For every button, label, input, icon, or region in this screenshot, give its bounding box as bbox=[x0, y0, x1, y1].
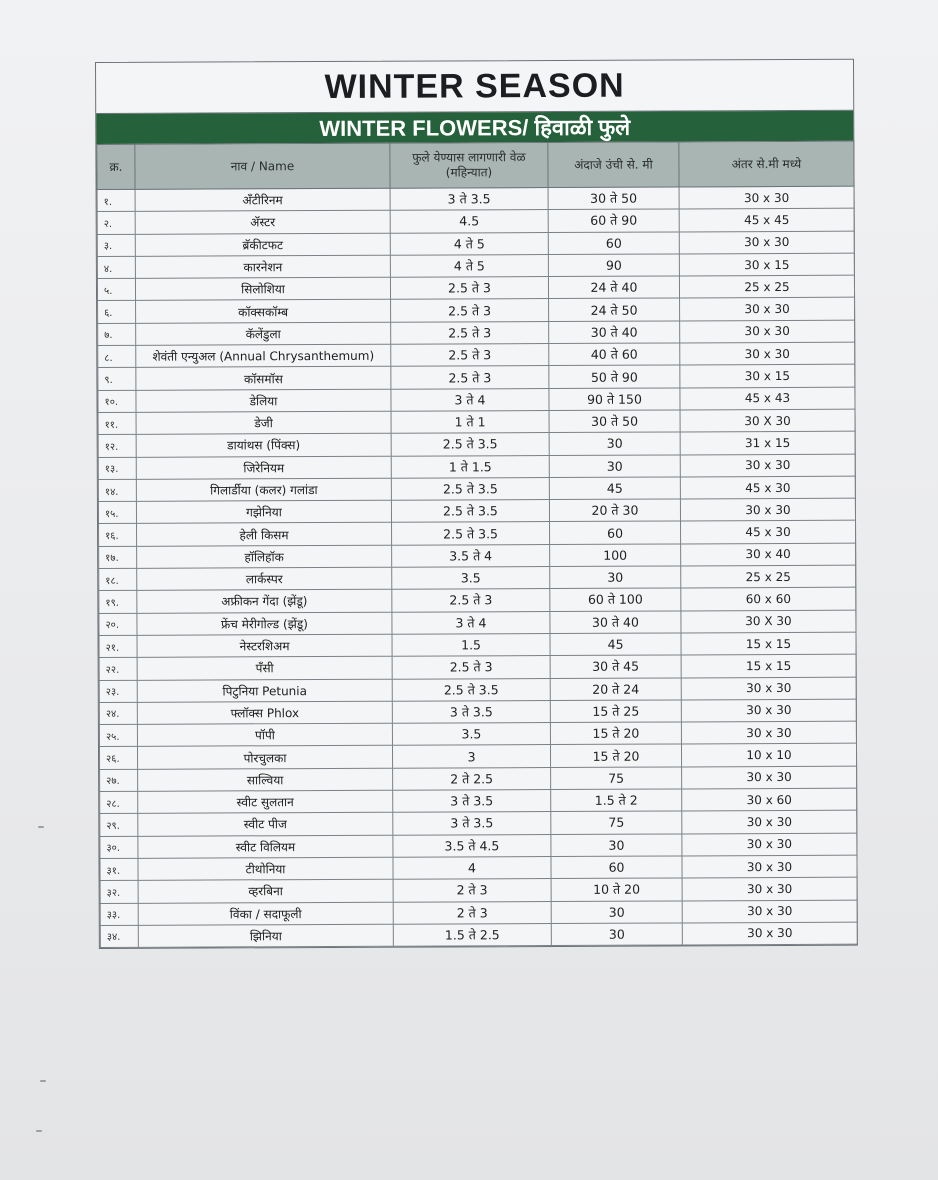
cell-height: 45 bbox=[549, 477, 680, 500]
table-row bbox=[97, 253, 854, 279]
table-row bbox=[99, 632, 856, 658]
cell-spacing: 30 x 30 bbox=[682, 810, 857, 833]
cell-sr: २८. bbox=[100, 791, 138, 813]
cell-name: शेवंती एन्युअल (Annual Chrysanthemum) bbox=[136, 344, 391, 367]
table-row bbox=[99, 699, 856, 725]
cell-spacing: 30 X 30 bbox=[680, 409, 855, 432]
cell-name: साल्विया bbox=[138, 768, 393, 791]
cell-height: 15 ते 20 bbox=[550, 722, 681, 745]
table-row bbox=[100, 855, 857, 881]
cell-name: विंका / सदाफूली bbox=[138, 902, 393, 925]
cell-height: 30 bbox=[551, 900, 682, 923]
table-row bbox=[100, 766, 857, 792]
cell-name: पोरचुलका bbox=[137, 746, 392, 769]
cell-spacing: 45 x 45 bbox=[679, 208, 854, 231]
cell-height: 15 ते 20 bbox=[550, 744, 681, 767]
cell-name: पॅंसी bbox=[137, 656, 392, 679]
cell-sr: १९. bbox=[99, 591, 137, 613]
cell-name: कॉसमॉस bbox=[136, 367, 391, 390]
cell-name: हेली किसम bbox=[137, 523, 392, 546]
cell-sr: १७. bbox=[99, 546, 137, 568]
cell-months: 3 ते 3.5 bbox=[390, 188, 548, 211]
cell-spacing: 30 x 30 bbox=[679, 231, 854, 254]
cell-name: डायांथस (पिंक्स) bbox=[136, 433, 391, 456]
cell-sr: २४. bbox=[99, 702, 137, 724]
cell-name: नेस्टरशिअम bbox=[137, 634, 392, 657]
table-row bbox=[98, 498, 855, 524]
cell-height: 1.5 ते 2 bbox=[551, 789, 682, 812]
cell-spacing: 30 x 30 bbox=[682, 766, 857, 789]
header-spacing: अंतर से.मी मध्ये bbox=[679, 141, 854, 187]
cell-spacing: 30 x 30 bbox=[682, 922, 857, 945]
table-row bbox=[99, 521, 856, 547]
cell-height: 20 ते 24 bbox=[550, 677, 681, 700]
cell-spacing: 30 x 30 bbox=[682, 855, 857, 878]
section-title: WINTER FLOWERS/ हिवाळी फुले bbox=[96, 111, 853, 144]
cell-sr: २. bbox=[97, 212, 135, 234]
cell-spacing: 30 x 30 bbox=[681, 699, 856, 722]
cell-spacing: 30 x 30 bbox=[682, 877, 857, 900]
table-row bbox=[99, 588, 856, 614]
header-sr: क्र. bbox=[97, 144, 135, 189]
cell-height: 30 bbox=[550, 566, 681, 589]
table-row bbox=[98, 365, 855, 391]
table-row bbox=[100, 810, 857, 836]
cell-months: 2.5 ते 3 bbox=[391, 321, 549, 344]
cell-height: 30 bbox=[551, 834, 682, 857]
cell-sr: ७. bbox=[98, 323, 136, 345]
cell-name: ॲस्टर bbox=[135, 211, 390, 234]
cell-months: 2.5 ते 3.5 bbox=[391, 477, 549, 500]
table-row bbox=[100, 833, 857, 859]
cell-height: 60 bbox=[550, 521, 681, 544]
table-row bbox=[99, 677, 856, 703]
cell-height: 60 bbox=[548, 232, 679, 255]
cell-months: 3.5 bbox=[392, 723, 550, 746]
cell-height: 30 ते 45 bbox=[550, 655, 681, 678]
cell-months: 3 bbox=[392, 745, 550, 768]
cell-height: 75 bbox=[551, 811, 682, 834]
flower-chart-sheet bbox=[95, 59, 858, 949]
cell-name: ब्रॅकीटफट bbox=[135, 233, 390, 256]
cell-spacing: 30 x 15 bbox=[680, 365, 855, 388]
cell-sr: २३. bbox=[99, 680, 137, 702]
cell-months: 4 bbox=[393, 856, 551, 879]
cell-spacing: 30 x 30 bbox=[680, 298, 855, 321]
cell-sr: ३२. bbox=[100, 881, 138, 903]
cell-height: 100 bbox=[550, 544, 681, 567]
table-row bbox=[98, 298, 855, 324]
cell-months: 2 ते 3 bbox=[393, 879, 551, 902]
cell-sr: ३४. bbox=[100, 925, 138, 947]
cell-height: 30 ते 50 bbox=[549, 410, 680, 433]
table-row bbox=[97, 186, 854, 212]
cell-height: 75 bbox=[551, 767, 682, 790]
header-name: नाव / Name bbox=[135, 143, 390, 189]
cell-sr: ३१. bbox=[100, 858, 138, 880]
cell-sr: २६. bbox=[99, 747, 137, 769]
table-row bbox=[100, 788, 857, 814]
cell-height: 20 ते 30 bbox=[549, 499, 680, 522]
cell-spacing: 45 x 43 bbox=[680, 387, 855, 410]
cell-spacing: 30 x 30 bbox=[680, 342, 855, 365]
cell-spacing: 30 x 30 bbox=[680, 320, 855, 343]
cell-spacing: 25 x 25 bbox=[679, 275, 854, 298]
cell-months: 2 ते 3 bbox=[393, 901, 551, 924]
cell-height: 15 ते 25 bbox=[550, 700, 681, 723]
cell-sr: ४. bbox=[97, 256, 135, 278]
cell-spacing: 30 x 30 bbox=[679, 186, 854, 209]
cell-name: कॅलेंडुला bbox=[136, 322, 391, 345]
table-row bbox=[100, 900, 857, 926]
cell-spacing: 30 x 15 bbox=[679, 253, 854, 276]
table-row bbox=[97, 231, 854, 257]
table-row bbox=[97, 208, 854, 234]
cell-name: स्वीट पीज bbox=[138, 813, 393, 836]
cell-sr: १६. bbox=[99, 524, 137, 546]
cell-height: 30 bbox=[549, 455, 680, 478]
table-row bbox=[98, 476, 855, 502]
table-row bbox=[98, 342, 855, 368]
cell-sr: २२. bbox=[99, 658, 137, 680]
table-row bbox=[98, 387, 855, 413]
cell-months: 2.5 ते 3 bbox=[392, 589, 550, 612]
table-row bbox=[99, 654, 856, 680]
cell-name: गिलार्डीया (कलर) गलांडा bbox=[136, 478, 391, 501]
table-row bbox=[98, 454, 855, 480]
cell-months: 4 ते 5 bbox=[390, 254, 548, 277]
cell-height: 60 bbox=[551, 856, 682, 879]
cell-name: फ्लॉक्स Phlox bbox=[137, 701, 392, 724]
cell-months: 1 ते 1 bbox=[391, 410, 549, 433]
table-row bbox=[99, 721, 856, 747]
cell-spacing: 45 x 30 bbox=[680, 476, 855, 499]
margin-mark bbox=[38, 826, 44, 828]
cell-name: लार्कस्पर bbox=[137, 567, 392, 590]
cell-spacing: 25 x 25 bbox=[681, 565, 856, 588]
cell-sr: ३३. bbox=[100, 903, 138, 925]
header-months: फुले येण्यास लागणारी वेळ (महिन्यात) bbox=[390, 143, 548, 189]
cell-months: 2.5 ते 3.5 bbox=[391, 433, 549, 456]
cell-sr: १०. bbox=[98, 390, 136, 412]
cell-months: 3 ते 4 bbox=[391, 388, 549, 411]
cell-height: 50 ते 90 bbox=[549, 365, 680, 388]
cell-name: फ्रेंच मेरीगोल्ड (झेंडू) bbox=[137, 612, 392, 635]
cell-name: जिरेनियम bbox=[136, 456, 391, 479]
cell-name: हॉलिहॉक bbox=[137, 545, 392, 568]
cell-spacing: 30 x 60 bbox=[682, 788, 857, 811]
cell-months: 2.5 ते 3.5 bbox=[392, 522, 550, 545]
cell-months: 2 ते 2.5 bbox=[393, 767, 551, 790]
cell-name: सिलोशिया bbox=[135, 277, 390, 300]
cell-height: 90 ते 150 bbox=[549, 388, 680, 411]
cell-months: 4.5 bbox=[390, 210, 548, 233]
cell-spacing: 30 x 30 bbox=[680, 454, 855, 477]
cell-sr: २९. bbox=[100, 814, 138, 836]
cell-sr: ९. bbox=[98, 368, 136, 390]
season-title: WINTER SEASON bbox=[96, 60, 853, 114]
cell-months: 2.5 ते 3 bbox=[391, 299, 549, 322]
cell-name: ॲंटीरिनम bbox=[135, 188, 390, 211]
cell-months: 3.5 ते 4.5 bbox=[393, 834, 551, 857]
cell-height: 45 bbox=[550, 633, 681, 656]
cell-sr: २७. bbox=[100, 769, 138, 791]
cell-height: 90 bbox=[548, 254, 679, 277]
flowers-table bbox=[96, 141, 858, 948]
cell-sr: २०. bbox=[99, 613, 137, 635]
cell-sr: १८. bbox=[99, 568, 137, 590]
margin-mark bbox=[36, 1130, 42, 1132]
cell-height: 40 ते 60 bbox=[549, 343, 680, 366]
table-row bbox=[97, 275, 854, 301]
cell-months: 3.5 bbox=[392, 567, 550, 590]
cell-name: डेजी bbox=[136, 411, 391, 434]
cell-name: अफ्रीकन गेंदा (झेंडू) bbox=[137, 590, 392, 613]
cell-months: 3 ते 3.5 bbox=[392, 700, 550, 723]
table-row bbox=[99, 565, 856, 591]
cell-spacing: 60 x 60 bbox=[681, 588, 856, 611]
cell-sr: २१. bbox=[99, 635, 137, 657]
cell-height: 30 bbox=[549, 432, 680, 455]
table-row bbox=[99, 543, 856, 569]
cell-spacing: 15 x 15 bbox=[681, 654, 856, 677]
cell-name: टीथोनिया bbox=[138, 857, 393, 880]
cell-spacing: 30 x 30 bbox=[682, 900, 857, 923]
cell-months: 1.5 ते 2.5 bbox=[393, 923, 551, 946]
table-row bbox=[100, 877, 857, 903]
cell-name: स्वीट सुलतान bbox=[138, 790, 393, 813]
table-row bbox=[98, 320, 855, 346]
cell-height: 24 ते 40 bbox=[548, 276, 679, 299]
table-row bbox=[98, 409, 855, 435]
cell-months: 2.5 ते 3 bbox=[391, 366, 549, 389]
cell-months: 4 ते 5 bbox=[390, 232, 548, 255]
cell-sr: १२. bbox=[98, 435, 136, 457]
cell-spacing: 10 x 10 bbox=[681, 744, 856, 767]
cell-name: कॉक्सकॉम्ब bbox=[136, 300, 391, 323]
cell-months: 1.5 bbox=[392, 633, 550, 656]
cell-sr: १५. bbox=[98, 501, 136, 523]
cell-sr: ११. bbox=[98, 412, 136, 434]
cell-months: 1 ते 1.5 bbox=[391, 455, 549, 478]
cell-months: 3 ते 3.5 bbox=[393, 790, 551, 813]
cell-spacing: 30 x 30 bbox=[680, 498, 855, 521]
cell-name: गझेनिया bbox=[136, 500, 391, 523]
cell-months: 2.5 ते 3 bbox=[390, 277, 548, 300]
cell-sr: ५. bbox=[97, 279, 135, 301]
table-row bbox=[99, 744, 856, 770]
header-height: अंदाजे उंची से. मी bbox=[548, 142, 679, 188]
cell-sr: १. bbox=[97, 189, 135, 211]
cell-spacing: 30 x 30 bbox=[681, 677, 856, 700]
cell-height: 30 bbox=[551, 923, 682, 946]
cell-sr: ८. bbox=[98, 345, 136, 367]
cell-spacing: 31 x 15 bbox=[680, 431, 855, 454]
cell-height: 30 ते 40 bbox=[549, 321, 680, 344]
cell-height: 30 ते 40 bbox=[550, 611, 681, 634]
cell-name: पॉपी bbox=[137, 723, 392, 746]
cell-sr: ६. bbox=[98, 301, 136, 323]
cell-spacing: 30 x 40 bbox=[681, 543, 856, 566]
cell-height: 60 ते 90 bbox=[548, 209, 679, 232]
table-header-row bbox=[97, 141, 854, 189]
margin-mark bbox=[40, 1080, 46, 1082]
cell-name: पिटुनिया Petunia bbox=[137, 679, 392, 702]
cell-spacing: 15 x 15 bbox=[681, 632, 856, 655]
cell-months: 2.5 ते 3.5 bbox=[391, 500, 549, 523]
cell-height: 10 ते 20 bbox=[551, 878, 682, 901]
cell-spacing: 45 x 30 bbox=[681, 521, 856, 544]
cell-months: 3 ते 4 bbox=[392, 611, 550, 634]
cell-spacing: 30 x 30 bbox=[681, 721, 856, 744]
cell-name: स्वीट विलियम bbox=[138, 835, 393, 858]
cell-name: झिनिया bbox=[138, 924, 393, 947]
cell-months: 3.5 ते 4 bbox=[392, 544, 550, 567]
cell-height: 24 ते 50 bbox=[549, 298, 680, 321]
table-row bbox=[100, 922, 857, 948]
table-row bbox=[98, 431, 855, 457]
cell-sr: ३. bbox=[97, 234, 135, 256]
cell-sr: १३. bbox=[98, 457, 136, 479]
cell-months: 2.5 ते 3 bbox=[391, 344, 549, 367]
cell-height: 30 ते 50 bbox=[548, 187, 679, 210]
cell-sr: १४. bbox=[98, 479, 136, 501]
cell-spacing: 30 x 30 bbox=[682, 833, 857, 856]
cell-height: 60 ते 100 bbox=[550, 588, 681, 611]
cell-months: 2.5 ते 3.5 bbox=[392, 678, 550, 701]
cell-name: डेलिया bbox=[136, 389, 391, 412]
cell-months: 3 ते 3.5 bbox=[393, 812, 551, 835]
cell-sr: ३०. bbox=[100, 836, 138, 858]
cell-spacing: 30 X 30 bbox=[681, 610, 856, 633]
cell-months: 2.5 ते 3 bbox=[392, 656, 550, 679]
cell-name: व्हरबिना bbox=[138, 879, 393, 902]
cell-sr: २५. bbox=[99, 724, 137, 746]
cell-name: कारनेशन bbox=[135, 255, 390, 278]
table-row bbox=[99, 610, 856, 636]
